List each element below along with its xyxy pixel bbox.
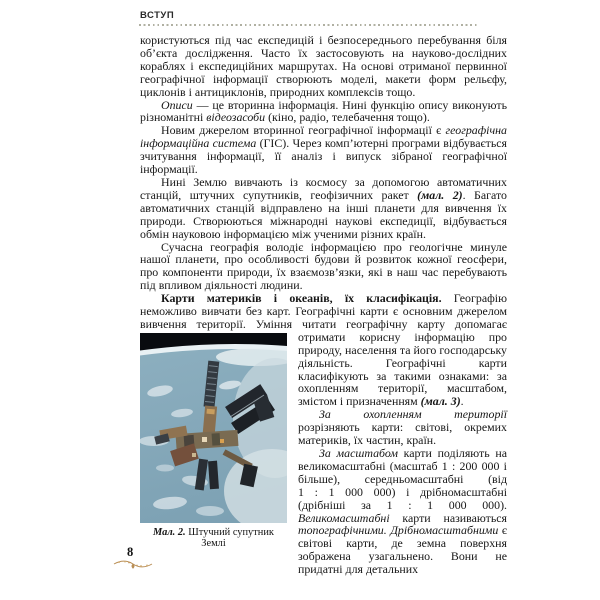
paragraph-map-scales: За масштабом карти поділяють на великомасштабні (масштаб 1 : 200 000 і більше), середньомасштабні (від 1 : 1 000 000) і дрібномасштабні (дрібніші за 1 : 1 000 000). Великомасштабні карти називаються топографічними. Дрібномасштабними є світові карти, де земна поверхня зображена узагальнено. Вони не придатні для детальних [298,446,507,577]
figure-caption [140,527,287,550]
paragraph-gis: Новим джерелом вторинної географічної інформації є географічна інформаційна система (ГІС). Через комп’ютерні програми відбувається зчитування інформації, її аналіз і випуск зібраної географічної інформації. [140,123,507,177]
paragraph-modern-geography: Сучасна географія володіє інформацією про геологічне минуле нашої планети, про особливості будови й розвиток кожної геосфери, про компоненти природи, їх взаємозв’язки, які в наш час перебувають під впливом діяльності людини. [140,239,507,293]
paragraph-continuation: користуються під час експедицій і безпосереднього перебування біля об’єкта дослідження. Часто їх застосовують на науково-дослідних кораблях і експедиційних маршрутах. На основі отриманої первинної географічної інформації створюють моделі, макети форм рельєфу, циклонів і антициклонів, природних комплексів тощо. [140,33,507,99]
figure-caption-text: Штучний супутник Землі [185,526,274,550]
figure-satellite [140,333,287,583]
flourish-ornament-icon [113,558,153,569]
page-number: 8 [127,545,134,559]
section-header-title: ВСТУП [140,10,175,21]
paragraph-territory-coverage: За охопленням території розрізняють карти: світові, окремих материків, їх частин, країн. [298,407,507,448]
figure-caption-label: Мал. 2. [153,526,186,538]
paragraph-maps-heading: Карти материків і океанів, їх класифікація. Географію неможливо вивчати без карт. Географічні карти є основним джерелом вивчення території. Уміння читати географічну карту допомагає [140,291,507,331]
satellite-photo [140,333,287,523]
paragraph-space-research: Нині Землю вивчають із космосу за допомогою автоматичних станцій, штучних супутників, геофізичних ракет (мал. 2). Багато автоматичних станцій відправлено на інші планети для вивчення їх природи. Створюються міжнародні наукові експедиції, відбувається обмін науковою інформацією між ученими різних країн. [140,174,507,241]
paragraph-descriptions: Описи — це вторинна інформація. Нині функцію опису виконують різноманітні відеозасоби (кіно, радіо, телебачення тощо). [140,97,507,125]
paragraph-maps-wrapped: отримати корисну інформацію про природу, населення та його господарську діяльність. Географічні карти класифікують за такими ознаками: за охопленням території, масштабом, змістом і призначенням (мал. 3). [298,329,507,409]
body-text [140,34,507,583]
header-dotted-rule [139,24,477,26]
